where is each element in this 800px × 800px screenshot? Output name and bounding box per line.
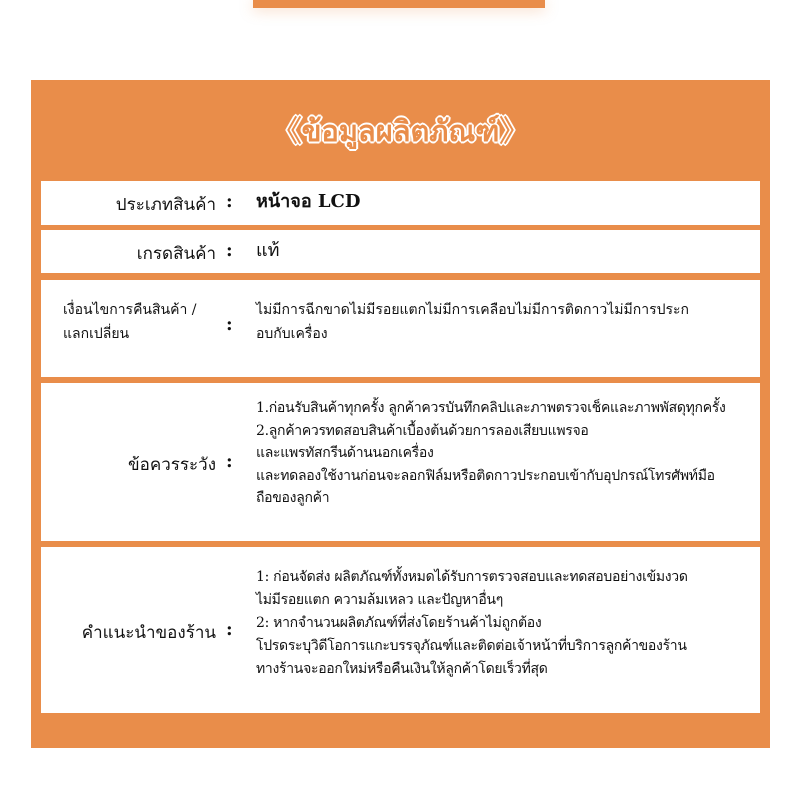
value-line: 2.ลูกค้าควรทดสอบสินค้าเบื้องต้นด้วยการลองเสียบแพรจอ [256,422,589,439]
row-colon: : [226,240,233,261]
row-value [256,298,754,346]
value-line: และทดลองใช้งานก่อนจะลอกฟิล์มหรือติดกาวประกอบเข้ากับอุปกรณ์โทรศัพท์มือ [256,467,715,484]
value-line: โปรดระบุวิดีโอการแกะบรรจุภัณฑ์และติดต่อเจ้าหน้าที่บริการลูกค้าของร้าน [256,638,687,654]
label-line: เงื่อนไขการคืนสินค้า / [63,302,197,318]
value-line: 1.ก่อนรับสินค้าทุกครั้ง ลูกค้าควรบันทึกคลิปและภาพตรวจเช็คและภาพพัสดุทุกครั้ง [256,400,726,416]
value-line: ไม่มีรอยแตก ความล้มเหลว และปัญหาอื่นๆ [256,592,503,608]
row-product-grade [41,230,760,273]
row-colon: : [226,314,233,335]
row-value: หน้าจอ LCD [256,191,361,212]
row-return-policy [41,280,760,377]
row-precautions [41,383,760,541]
row-value [256,397,754,510]
value-line: ไม่มีการฉีกขาดไม่มีรอยแตกไม่มีการเคลือบไม่มีการติดกาวไม่มีการประก [256,302,689,318]
value-line: และแพรทัสกรีนด้านนอกเครื่อง [256,445,434,461]
row-colon: : [226,451,233,472]
row-label: เกรดสินค้า [136,244,216,264]
row-colon: : [226,619,233,640]
row-colon: : [226,191,233,212]
row-label: ประเภทสินค้า [115,195,216,215]
row-value: แท้ [256,240,280,261]
top-decorative-bar [253,0,545,8]
row-product-type [41,181,760,225]
row-label: คำแนะนำของร้าน [81,623,216,643]
value-line: อบกับเครื่อง [256,326,328,342]
value-line: 1: ก่อนจัดส่ง ผลิตภัณฑ์ทั้งหมดได้รับการตรวจสอบและทดสอบอย่างเข้มงวด [256,569,688,585]
value-line: ทางร้านจะออกใหม่หรือคืนเงินให้ลูกค้าโดยเร็วที่สุด [256,661,548,677]
label-line: แลกเปลี่ยน [63,326,130,342]
row-shop-advice [41,547,760,713]
row-label: ข้อควรระวัง [128,455,216,475]
row-value [256,566,754,681]
product-info-panel [31,80,770,748]
panel-title: 《ข้อมูลผลิตภัณฑ์》 [272,114,529,148]
value-line: ถือของลูกค้า [256,490,330,506]
row-label [63,298,223,346]
value-line: 2: หากจำนวนผลิตภัณฑ์ที่ส่งโดยร้านค้าไม่ถูกต้อง [256,615,542,631]
